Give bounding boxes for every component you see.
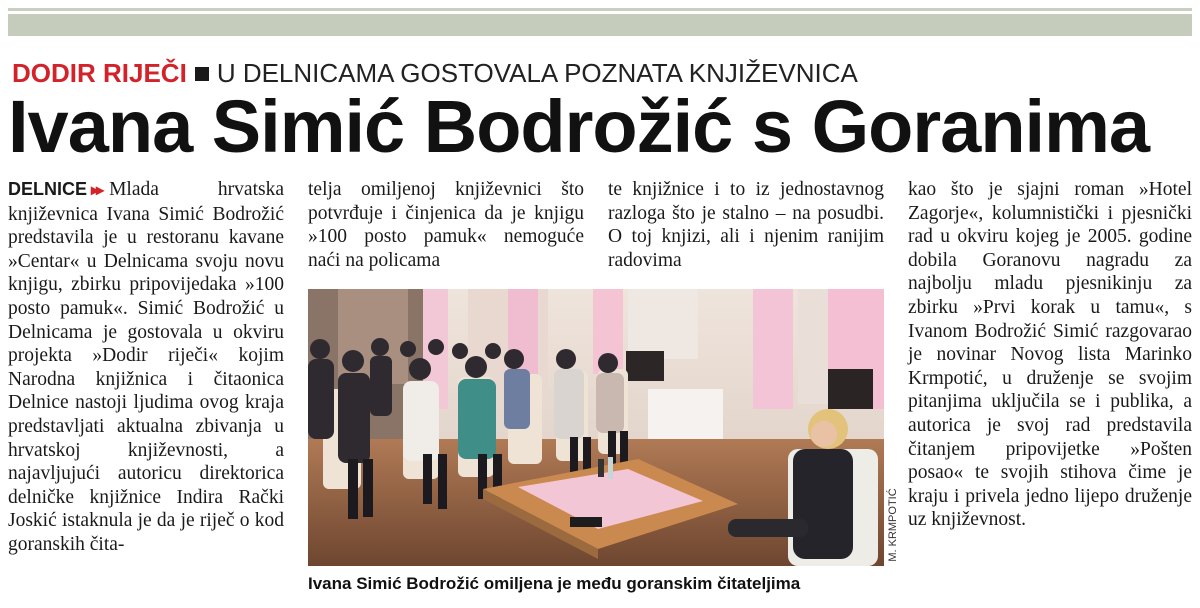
kicker-line: [12, 58, 858, 88]
column-text-2: telja omiljenoj književnici što potvrđuje i činjenica da je knjigu »100 posto pamuk« nemoguće naći na policama: [308, 179, 584, 271]
photo-credit: [886, 482, 900, 568]
dateline: DELNICE: [8, 179, 88, 199]
article-column-4: [908, 178, 1192, 532]
double-chevron-icon: ▸▸: [91, 182, 102, 199]
top-band: [8, 14, 1192, 36]
photo-credit-text: M. KRMPOTIĆ: [887, 488, 899, 562]
top-rule: [8, 8, 1192, 11]
column-text-3: te knjižnice i to iz jednostavnog razloga što je stalno – na posudbi. O toj knjizi, ali i njenim ranijim radovima: [608, 179, 884, 271]
article-column-2: [308, 178, 584, 272]
column-text-4: kao što je sjajni roman »Hotel Zagorje«, kolumnistički i pjesnički rad u okviru kojeg je 2005. godine dobila Goranovu nagradu za najbolju mladu pjesnikinju za zbirku »Prvi korak u tamu«, s Ivanom Bodrožić Simić razgovarao je novinar Novog lista Marinko Krmpotić, u druženje se svojim pitanjima uključila se i publika, a autorica je svoj rad predstavila čitanjem pripovijetke »Pošten posao« te svojih stihova čime je kraju i privela jedno lijepo druženje uz književnost.: [908, 179, 1192, 531]
photo-caption: Ivana Simić Bodrožić omiljena je među goranskim čitateljima: [308, 574, 801, 593]
article-column-3: [608, 178, 884, 272]
section-label: DODIR RIJEČI: [12, 58, 187, 88]
article-column-1: [8, 178, 284, 557]
column-text-1: Mlada hrvatska književnica Ivana Simić Bodrožić predstavila je u restoranu kavane »Centar« u Delnicama svoju novu knjigu, zbirku pripovijedaka »100 posto pamuk«. Simić Bodrožić u Delnicama je gostovala u okviru projekta »Dodir riječi« kojim Narodna knjižnica i čitaonica Delnice nastoji ljudima ovog kraja predstavljati aktualna zbivanja u hrvatskoj književnosti, a najavljujući autoricu direktorica delničke knjižnice Indira Rački Joskić istaknula je da je riječ o kod goranskih čita-: [8, 179, 284, 555]
headline: Ivana Simić Bodrožić s Goranima: [8, 85, 1150, 168]
square-bullet-icon: [195, 67, 209, 81]
event-photo: [308, 289, 884, 566]
kicker-text: U DELNICAMA GOSTOVALA POZNATA KNJIŽEVNICA: [216, 58, 858, 88]
